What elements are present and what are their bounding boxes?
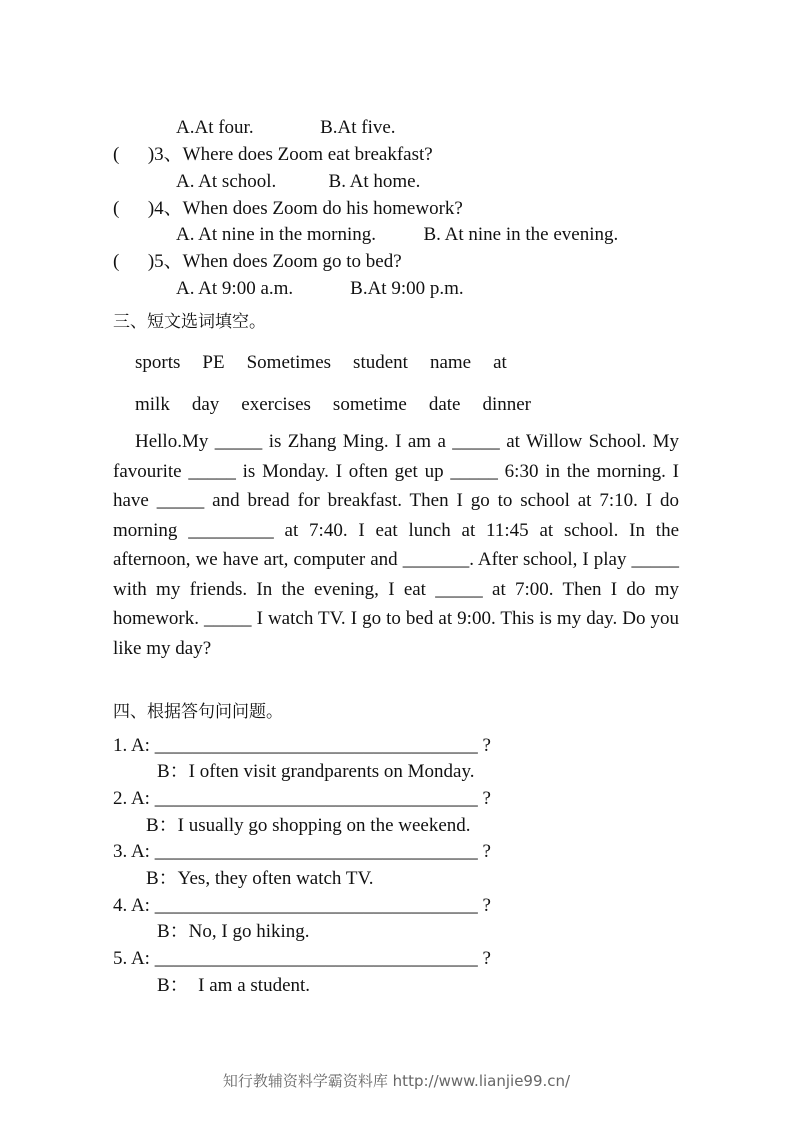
q3-a-line: 3. A: __________________________________ ?: [113, 841, 491, 862]
word-bank-item: Sometimes: [246, 352, 332, 373]
q3-b-answer: B：Yes, they often watch TV.: [146, 868, 374, 889]
q4-question: ( )4、When does Zoom do his homework?: [113, 198, 463, 219]
cloze-passage: [113, 427, 679, 663]
q5-options: A. At 9:00 a.m. B.At 9:00 p.m.: [176, 278, 464, 299]
section4-heading: 四、根据答句问问题。: [113, 702, 283, 722]
word-bank-item: PE: [202, 352, 225, 373]
q2-b-answer: B：I usually go shopping on the weekend.: [146, 815, 471, 836]
passage-text: Hello.My _____ is Zhang Ming. I am a _____ at Willow School. My favourite _____ is Monday. I often get up _____ 6:30 in the morning. I have _____ and bread for breakfast. Then I go to school at 7:10. I do morning _________ at 7:40. I eat lunch at 11:45 at school. In the afternoon, we have art, computer and _______. After school, I play _____ with my friends. In the evening, I eat _____ at 7:00. Then I do my homework. _____ I watch TV. I go to bed at 9:00. This is my day. Do you like my day?: [113, 431, 679, 659]
q5-a-line: 5. A: __________________________________ ?: [113, 948, 491, 969]
word-bank-row-1: [135, 352, 529, 374]
word-bank-item: date: [428, 394, 461, 415]
q5-question: ( )5、When does Zoom go to bed?: [113, 251, 402, 272]
word-bank-item: dinner: [482, 394, 532, 415]
q4-options: A. At nine in the morning. B. At nine in the evening.: [176, 224, 619, 245]
word-bank-item: milk: [135, 394, 170, 415]
word-bank-item: student: [353, 352, 408, 373]
q3-question: ( )3、Where does Zoom eat breakfast?: [113, 144, 433, 165]
q1-b-answer: B：I often visit grandparents on Monday.: [157, 761, 475, 782]
word-bank-item: exercises: [241, 394, 311, 415]
word-bank-row-2: [135, 394, 553, 416]
q3-options: A. At school. B. At home.: [176, 171, 421, 192]
word-bank-item: name: [429, 352, 472, 373]
q1-a-line: 1. A: __________________________________ ?: [113, 735, 491, 756]
word-bank-item: at: [493, 352, 507, 373]
q4-b-answer: B：No, I go hiking.: [157, 921, 310, 942]
section3-heading: 三、短文选词填空。: [113, 312, 266, 332]
q2-a-line: 2. A: __________________________________ ?: [113, 788, 491, 809]
word-bank-item: sometime: [332, 394, 407, 415]
word-bank-item: day: [191, 394, 220, 415]
word-bank-item: sports: [135, 352, 181, 373]
footer-watermark-text: 知行教辅资料学霸资料库 http://www.lianjie99.cn/: [222, 1072, 571, 1090]
q2-options: A.At four. B.At five.: [176, 117, 396, 138]
q5-b-answer: B： I am a student.: [157, 975, 311, 996]
q4-a-line: 4. A: __________________________________ ?: [113, 895, 491, 916]
